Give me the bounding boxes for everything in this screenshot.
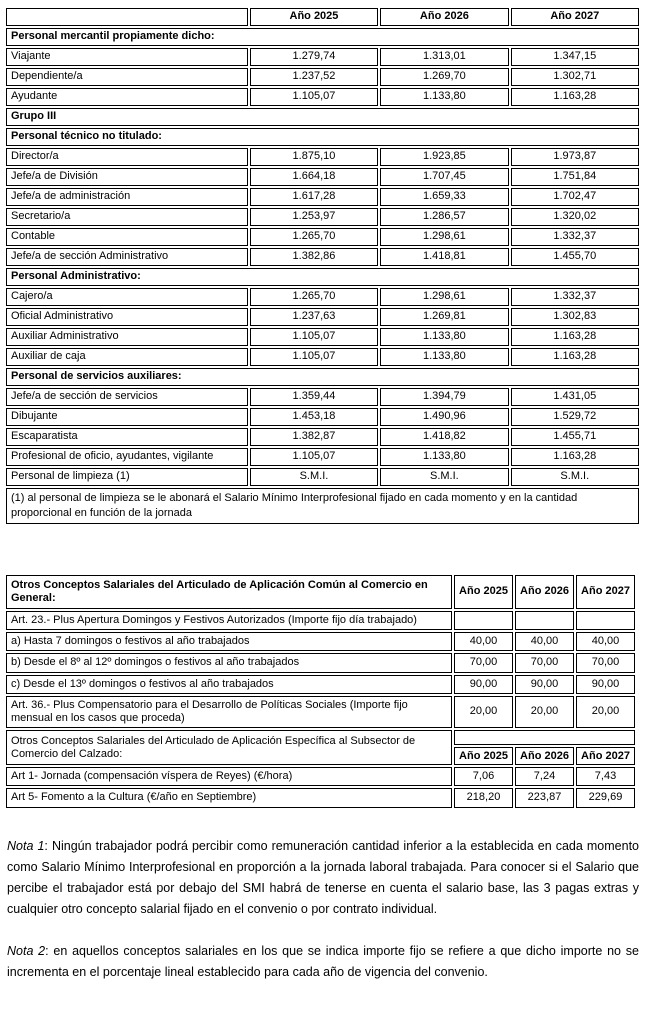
concept-label: b) Desde el 8º al 12º domingos o festivos al año trabajados bbox=[6, 653, 452, 672]
concept-value: 70,00 bbox=[515, 653, 574, 672]
salary-value: 1.298,61 bbox=[380, 288, 508, 306]
category-label: Jefe/a de sección Administrativo bbox=[6, 248, 248, 266]
salary-table bbox=[4, 6, 641, 526]
concept-label: Art. 23.- Plus Apertura Domingos y Festivos Autorizados (Importe fijo día trabajado) bbox=[6, 611, 452, 630]
category-label: Jefe/a de sección de servicios bbox=[6, 388, 248, 406]
year-header: Año 2025 bbox=[250, 8, 378, 26]
salary-value: 1.529,72 bbox=[511, 408, 639, 426]
salary-value: 1.659,33 bbox=[380, 188, 508, 206]
concept-value: 7,06 bbox=[454, 767, 513, 786]
category-label: Oficial Administrativo bbox=[6, 308, 248, 326]
year-header: Año 2026 bbox=[515, 575, 574, 609]
concept-value: 40,00 bbox=[515, 632, 574, 651]
section-title: Grupo III bbox=[6, 108, 639, 126]
section-row bbox=[6, 268, 639, 286]
salary-value: 1.418,82 bbox=[380, 428, 508, 446]
concept-value: 90,00 bbox=[454, 675, 513, 694]
salary-value: 1.394,79 bbox=[380, 388, 508, 406]
section-title: Personal técnico no titulado: bbox=[6, 128, 639, 146]
salary-value: 1.431,05 bbox=[511, 388, 639, 406]
concept-value bbox=[515, 611, 574, 630]
category-label: Personal de limpieza (1) bbox=[6, 468, 248, 486]
note-1-label: Nota 1 bbox=[7, 838, 45, 853]
salary-value: 1.105,07 bbox=[250, 348, 378, 366]
category-label: Jefe/a de División bbox=[6, 168, 248, 186]
section-row bbox=[6, 108, 639, 126]
salary-value: 1.265,70 bbox=[250, 228, 378, 246]
concept-value: 70,00 bbox=[454, 653, 513, 672]
category-label: Escaparatista bbox=[6, 428, 248, 446]
concept-value: 20,00 bbox=[454, 696, 513, 728]
salary-value: 1.105,07 bbox=[250, 328, 378, 346]
salary-value: 1.237,52 bbox=[250, 68, 378, 86]
concept-label: Art. 36.- Plus Compensatorio para el Desarrollo de Políticas Sociales (Importe fijo mensual en los casos que proceda) bbox=[6, 696, 452, 728]
salary-value: 1.418,81 bbox=[380, 248, 508, 266]
salary-value: 1.332,37 bbox=[511, 288, 639, 306]
concept-row bbox=[6, 675, 635, 694]
salary-value: 1.973,87 bbox=[511, 148, 639, 166]
note-1 bbox=[7, 836, 639, 920]
concept-row bbox=[6, 788, 635, 807]
subsector-header-row bbox=[6, 730, 635, 745]
salary-value: 1.313,01 bbox=[380, 48, 508, 66]
salary-value: 1.490,96 bbox=[380, 408, 508, 426]
year-header: Año 2025 bbox=[454, 575, 513, 609]
salary-row bbox=[6, 48, 639, 66]
category-label: Auxiliar de caja bbox=[6, 348, 248, 366]
other-concepts-table bbox=[4, 573, 637, 810]
concept-value: 20,00 bbox=[576, 696, 635, 728]
salary-value: S.M.I. bbox=[380, 468, 508, 486]
salary-value: 1.298,61 bbox=[380, 228, 508, 246]
salary-value: 1.163,28 bbox=[511, 348, 639, 366]
salary-value: 1.923,85 bbox=[380, 148, 508, 166]
category-label: Cajero/a bbox=[6, 288, 248, 306]
concept-value: 90,00 bbox=[576, 675, 635, 694]
concept-value: 229,69 bbox=[576, 788, 635, 807]
concept-value: 223,87 bbox=[515, 788, 574, 807]
salary-row bbox=[6, 348, 639, 366]
salary-row bbox=[6, 188, 639, 206]
salary-value: 1.664,18 bbox=[250, 168, 378, 186]
salary-value: 1.269,81 bbox=[380, 308, 508, 326]
salary-row bbox=[6, 428, 639, 446]
salary-value: 1.133,80 bbox=[380, 348, 508, 366]
concept-value: 7,43 bbox=[576, 767, 635, 786]
salary-value: 1.163,28 bbox=[511, 88, 639, 106]
year-header: Año 2027 bbox=[511, 8, 639, 26]
section-title: Personal de servicios auxiliares: bbox=[6, 368, 639, 386]
category-label: Auxiliar Administrativo bbox=[6, 328, 248, 346]
category-label: Dibujante bbox=[6, 408, 248, 426]
category-label: Jefe/a de administración bbox=[6, 188, 248, 206]
salary-row bbox=[6, 288, 639, 306]
salary-value: 1.359,44 bbox=[250, 388, 378, 406]
salary-row bbox=[6, 228, 639, 246]
salary-value: 1.707,45 bbox=[380, 168, 508, 186]
salary-row bbox=[6, 68, 639, 86]
concept-value: 218,20 bbox=[454, 788, 513, 807]
concept-value: 40,00 bbox=[454, 632, 513, 651]
section-title: Personal mercantil propiamente dicho: bbox=[6, 28, 639, 46]
salary-value: 1.279,74 bbox=[250, 48, 378, 66]
salary-value: 1.617,28 bbox=[250, 188, 378, 206]
section-row bbox=[6, 128, 639, 146]
salary-row bbox=[6, 148, 639, 166]
table-footnote: (1) al personal de limpieza se le abonará el Salario Mínimo Interprofesional fijado en cada momento y en la cantidad proporcional en función de la jornada bbox=[6, 488, 639, 524]
salary-value: 1.347,15 bbox=[511, 48, 639, 66]
empty-cell bbox=[454, 730, 635, 745]
salary-value: 1.269,70 bbox=[380, 68, 508, 86]
salary-value: 1.133,80 bbox=[380, 328, 508, 346]
salary-value: 1.163,28 bbox=[511, 448, 639, 466]
year-header: Año 2025 bbox=[454, 747, 513, 765]
category-label: Contable bbox=[6, 228, 248, 246]
subsector-title: Otros Conceptos Salariales del Articulado de Aplicación Específica al Subsector de Comercio del Calzado: bbox=[6, 730, 452, 765]
salary-row bbox=[6, 328, 639, 346]
salary-value: 1.751,84 bbox=[511, 168, 639, 186]
concept-label: c) Desde el 13º domingos o festivos al año trabajados bbox=[6, 675, 452, 694]
concept-value: 90,00 bbox=[515, 675, 574, 694]
concept-row bbox=[6, 653, 635, 672]
category-label: Director/a bbox=[6, 148, 248, 166]
salary-value: 1.163,28 bbox=[511, 328, 639, 346]
concept-row bbox=[6, 632, 635, 651]
concept-row bbox=[6, 696, 635, 728]
concept-value: 20,00 bbox=[515, 696, 574, 728]
category-label: Profesional de oficio, ayudantes, vigilante bbox=[6, 448, 248, 466]
note-2 bbox=[7, 941, 639, 983]
salary-row bbox=[6, 448, 639, 466]
salary-row bbox=[6, 168, 639, 186]
salary-value: 1.332,37 bbox=[511, 228, 639, 246]
salary-value: 1.302,83 bbox=[511, 308, 639, 326]
concept-label: a) Hasta 7 domingos o festivos al año trabajados bbox=[6, 632, 452, 651]
concept-value: 70,00 bbox=[576, 653, 635, 672]
salary-value: 1.875,10 bbox=[250, 148, 378, 166]
footnote-row bbox=[6, 488, 639, 524]
salary-row bbox=[6, 388, 639, 406]
concept-row bbox=[6, 611, 635, 630]
salary-value: 1.382,86 bbox=[250, 248, 378, 266]
other-concepts-title: Otros Conceptos Salariales del Articulado de Aplicación Común al Comercio en General: bbox=[6, 575, 452, 609]
notes-section bbox=[7, 836, 639, 983]
salary-value: 1.702,47 bbox=[511, 188, 639, 206]
salary-value: 1.302,71 bbox=[511, 68, 639, 86]
corner-cell bbox=[6, 8, 248, 26]
salary-row bbox=[6, 408, 639, 426]
salary-value: 1.382,87 bbox=[250, 428, 378, 446]
salary-value: 1.455,71 bbox=[511, 428, 639, 446]
salary-value: 1.105,07 bbox=[250, 448, 378, 466]
salary-value: 1.320,02 bbox=[511, 208, 639, 226]
year-header: Año 2026 bbox=[515, 747, 574, 765]
concept-value bbox=[576, 611, 635, 630]
year-header: Año 2026 bbox=[380, 8, 508, 26]
salary-value: S.M.I. bbox=[250, 468, 378, 486]
other-concepts-header-row bbox=[6, 575, 635, 609]
note-2-label: Nota 2 bbox=[7, 943, 46, 958]
concept-value: 40,00 bbox=[576, 632, 635, 651]
year-header: Año 2027 bbox=[576, 575, 635, 609]
year-header: Año 2027 bbox=[576, 747, 635, 765]
section-row bbox=[6, 368, 639, 386]
salary-value: 1.265,70 bbox=[250, 288, 378, 306]
concept-label: Art 1- Jornada (compensación víspera de Reyes) (€/hora) bbox=[6, 767, 452, 786]
salary-row bbox=[6, 88, 639, 106]
salary-value: S.M.I. bbox=[511, 468, 639, 486]
salary-value: 1.133,80 bbox=[380, 448, 508, 466]
salary-row bbox=[6, 308, 639, 326]
salary-value: 1.237,63 bbox=[250, 308, 378, 326]
salary-table-header-row bbox=[6, 8, 639, 26]
note-1-text: : Ningún trabajador podrá percibir como remuneración cantidad inferior a la establecida en cada momento como Salario Mínimo Interprofesional en proporción a la jornada laboral trabajada. Para conocer si el Salario que percibe el trabajador está por debajo del SMI habrá de tenerse en cuenta el salario base, las 3 pagas extras y cualquier otro concepto salarial fijado en el convenio o por contrato individual. bbox=[7, 838, 639, 916]
section-row bbox=[6, 28, 639, 46]
concept-row bbox=[6, 767, 635, 786]
section-title: Personal Administrativo: bbox=[6, 268, 639, 286]
category-label: Secretario/a bbox=[6, 208, 248, 226]
salary-value: 1.105,07 bbox=[250, 88, 378, 106]
concept-value bbox=[454, 611, 513, 630]
concept-value: 7,24 bbox=[515, 767, 574, 786]
salary-value: 1.133,80 bbox=[380, 88, 508, 106]
category-label: Viajante bbox=[6, 48, 248, 66]
salary-row bbox=[6, 468, 639, 486]
salary-value: 1.286,57 bbox=[380, 208, 508, 226]
salary-value: 1.455,70 bbox=[511, 248, 639, 266]
category-label: Ayudante bbox=[6, 88, 248, 106]
salary-row bbox=[6, 248, 639, 266]
salary-value: 1.253,97 bbox=[250, 208, 378, 226]
salary-value: 1.453,18 bbox=[250, 408, 378, 426]
salary-row bbox=[6, 208, 639, 226]
concept-label: Art 5- Fomento a la Cultura (€/año en Septiembre) bbox=[6, 788, 452, 807]
note-2-text: : en aquellos conceptos salariales en los que se indica importe fijo se refiere a que dicho importe no se incrementa en el porcentaje lineal establecido para cada año de vigencia del convenio. bbox=[7, 943, 639, 979]
category-label: Dependiente/a bbox=[6, 68, 248, 86]
